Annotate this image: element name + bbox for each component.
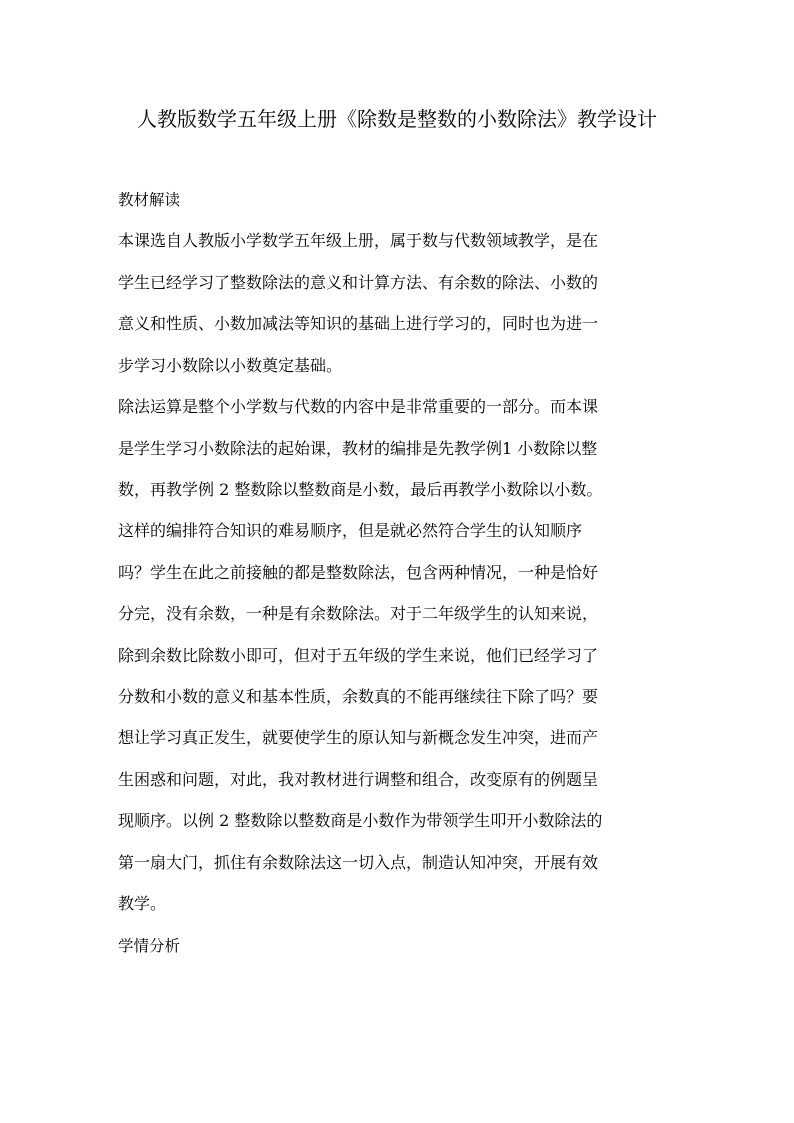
paragraph-line: 数，再教学例 2 整数除以整数商是小数，最后再教学小数除以小数。	[118, 480, 603, 499]
section-heading-textbook-analysis: 教材解读	[118, 191, 181, 209]
paragraph-line: 分数和小数的意义和基本性质，余数真的不能再继续往下除了吗？要	[118, 687, 599, 706]
paragraph-line: 学生已经学习了整数除法的意义和计算方法、有余数的除法、小数的	[118, 273, 599, 292]
paragraph-line: 现顺序。以例 2 整数除以整数商是小数作为带领学生叩开小数除法的	[118, 811, 603, 830]
document-title: 人教版数学五年级上册《除数是整数的小数除法》教学设计	[137, 107, 657, 131]
paragraph-line: 想让学习真正发生，就要使学生的原认知与新概念发生冲突，进而产	[118, 728, 599, 747]
paragraph-line: 这样的编排符合知识的难易顺序，但是就必然符合学生的认知顺序	[118, 521, 583, 540]
paragraph-line: 生困惑和问题，对此，我对教材进行调整和组合，改变原有的例题呈	[118, 770, 599, 789]
paragraph-line: 除法运算是整个小学数与代数的内容中是非常重要的一部分。而本课	[118, 397, 599, 416]
paragraph-line: 意义和性质、小数加减法等知识的基础上进行学习的，同时也为进一	[118, 314, 599, 333]
paragraph-line: 本课选自人教版小学数学五年级上册，属于数与代数领域教学，是在	[118, 231, 599, 250]
paragraph-line: 教学。	[118, 894, 167, 913]
paragraph-line: 是学生学习小数除法的起始课，教材的编排是先教学例1 小数除以整	[118, 439, 598, 458]
paragraph-line: 吗？学生在此之前接触的都是整数除法，包含两种情况，一种是恰好	[118, 563, 599, 582]
paragraph-line: 分完，没有余数，一种是有余数除法。对于二年级学生的认知来说，	[118, 604, 599, 623]
paragraph-line: 步学习小数除以小数奠定基础。	[118, 356, 343, 375]
section-heading-learner-analysis: 学情分析	[118, 937, 181, 955]
paragraph-line: 第一扇大门，抓住有余数除法这一切入点，制造认知冲突，开展有效	[118, 853, 599, 872]
paragraph-line: 除到余数比除数小即可，但对于五年级的学生来说，他们已经学习了	[118, 646, 599, 665]
